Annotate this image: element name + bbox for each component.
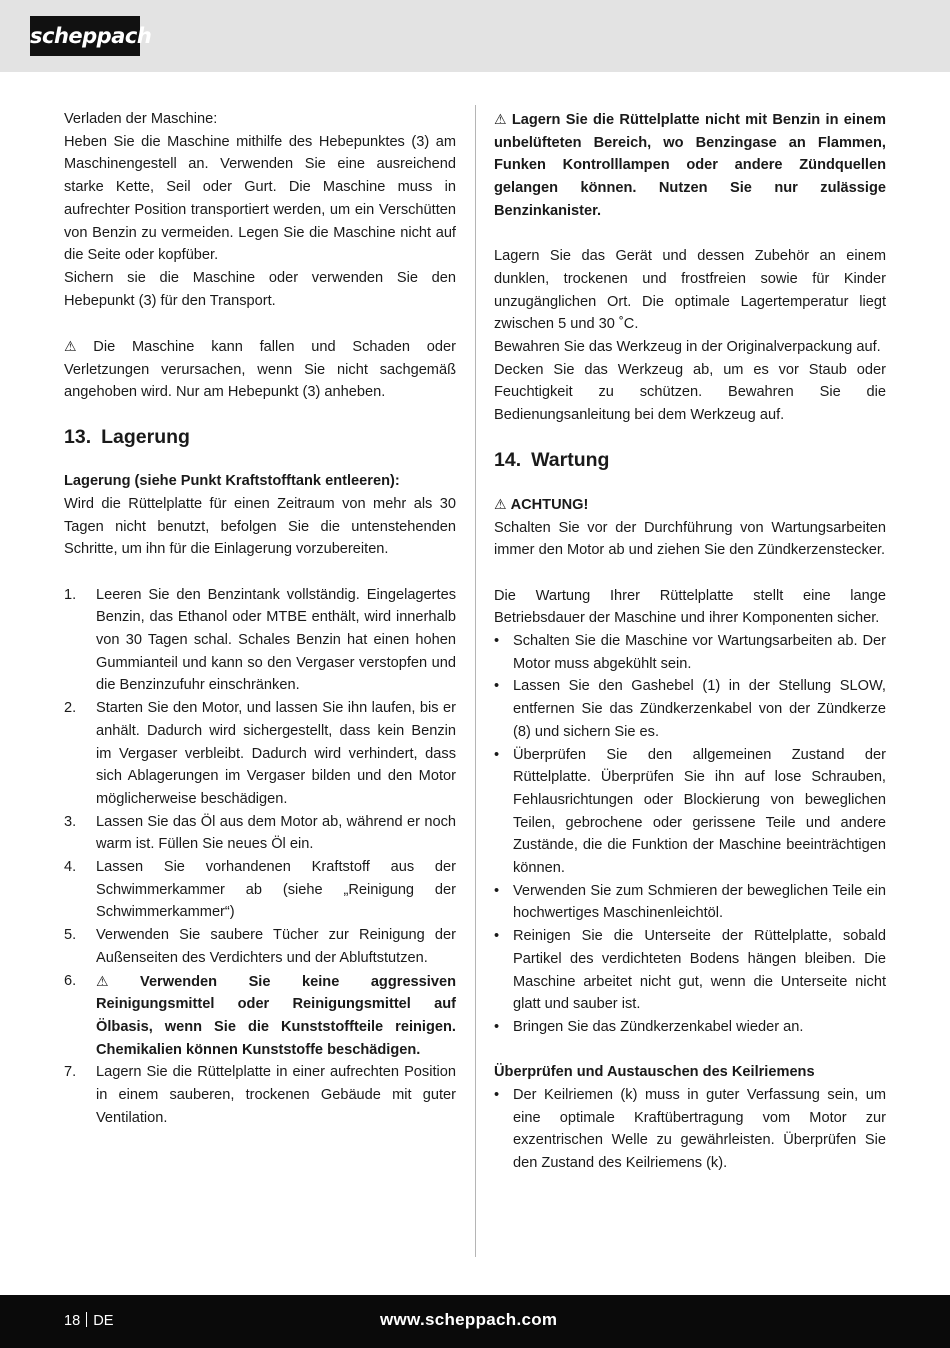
list-item: 1. Leeren Sie den Benzintank vollständig. Eingelagertes Benzin, das Ethanol oder MTBE enthält, wird innerhalb von 30 Tagen schal. Schales Benzin hat einen hohen Gummianteil und kann so den Vergaser verstopfen und die Benzinzufuhr einschränken. bbox=[64, 586, 456, 694]
column-divider bbox=[475, 105, 476, 1257]
loading-text: Heben Sie die Maschine mithilfe des Hebepunktes (3) am Maschinengestell an. Verwenden Sie eine ausreichend starke Kette, Seil oder Gurt. Die Maschine muss in aufrechter Position transportiert werden, um ein Verschütten von Benzin zu vermeiden. Legen Sie die Maschine nicht auf die Seite oder kopfüber. bbox=[64, 133, 456, 264]
loading-secure-text: Sichern sie die Maschine oder verwenden Sie den Hebepunkt (3) für den Transport. bbox=[64, 269, 456, 309]
loading-title: Verladen der Maschine: bbox=[64, 111, 218, 127]
attention-label: ⚠ ACHTUNG! bbox=[494, 495, 589, 513]
section-14-heading: 14. Wartung bbox=[494, 448, 610, 471]
belt-list bbox=[494, 1084, 886, 1175]
page-header bbox=[0, 0, 950, 72]
storage-packaging-text: Bewahren Sie das Werkzeug in der Originalverpackung auf. bbox=[494, 339, 881, 356]
maintenance-list bbox=[494, 630, 886, 1039]
warning-icon: ⚠ bbox=[494, 495, 507, 512]
list-item: • Reinigen Sie die Unterseite der Rüttelplatte, sobald Partikel des verdichteten Bodens hängen bleiben. Die Maschine arbeitet nicht gut, wenn die Unterseite nicht glatt und sauber ist. bbox=[494, 928, 886, 1013]
right-column bbox=[494, 108, 886, 1175]
list-item: 2. Starten Sie den Motor, und lassen Sie ihn laufen, bis er anhält. Dadurch wird sichergestellt, dass kein Benzin im Vergaser verbleibt. Dadurch wird verhindert, dass sich Ablagerungen im Vergaser bilden und den Motor möglicherweise beschädigen. bbox=[64, 700, 456, 807]
storage-subheading: Lagerung (siehe Punkt Kraftstofftank entleeren): bbox=[64, 473, 400, 490]
storage-place-text: Lagern Sie das Gerät und dessen Zubehör an einem dunklen, trockenen und frostfreien sowie für Kinder unzugänglichen Ort. Die optimale Lagertemperatur liegt zwischen 5 und 30 ˚C. bbox=[494, 248, 886, 333]
list-item: 5. Verwenden Sie saubere Tücher zur Reinigung der Außenseiten des Verdichters und der Abluftstutzen. bbox=[64, 927, 456, 966]
website-link[interactable]: www.scheppach.com bbox=[380, 1310, 558, 1329]
list-item: • Schalten Sie die Maschine vor Wartungsarbeiten ab. Der Motor muss abgekühlt sein. bbox=[494, 633, 886, 672]
fall-warning bbox=[64, 335, 456, 404]
list-item: • Lassen Sie den Gashebel (1) in der Stellung SLOW, entfernen Sie das Zündkerzenkabel von der Zündkerze (8) und sichern Sie es. bbox=[494, 678, 886, 740]
list-item: 3. Lassen Sie das Öl aus dem Motor ab, während er noch warm ist. Füllen Sie neues Öl ein. bbox=[64, 813, 456, 853]
page-number: 18 DE bbox=[64, 1313, 114, 1329]
fuel-warning: ⚠ Lagern Sie die Rüttelplatte nicht mit Benzin in einem unbelüfteten Bereich, wo Benzingase an Flammen, Funken Kontrolllampen oder andere Zündquellen gelangen können. Nutzen Sie nur zulässige Benzinkanister. bbox=[494, 111, 886, 219]
page-footer bbox=[0, 1295, 950, 1348]
storage-cover-text: Decken Sie das Werkzeug ab, um es vor Staub oder Feuchtigkeit zu schützen. Bewahren Sie die Bedienungsanleitung bei dem Werkzeug auf. bbox=[494, 361, 886, 424]
belt-heading: Überprüfen und Austauschen des Keilriemens bbox=[494, 1064, 815, 1081]
list-item: 6. ⚠ Verwenden Sie keine aggressiven Reinigungsmittel oder Reinigungsmittel auf Ölbasis, wenn Sie die Kunststoffteile reinigen. Chemikalien können Kunststoffe beschädigen. bbox=[64, 972, 456, 1058]
section-13-heading: 13. Lagerung bbox=[64, 426, 190, 449]
list-item: • Der Keilriemen (k) muss in guter Verfassung sein, um eine optimale Kraftübertragung vom Motor zur exzentrischen Welle zu gewährleisten. Überprüfen Sie den Zustand des Keilriemens (k). bbox=[494, 1087, 886, 1172]
language-code: DE bbox=[93, 1313, 114, 1329]
left-column bbox=[64, 108, 456, 1130]
storage-steps bbox=[64, 584, 456, 1130]
warning-icon: ⚠ bbox=[96, 972, 137, 989]
list-item: 7. Lagern Sie die Rüttelplatte in einer aufrechten Position in einem sauberen, trockenen Gebäude mit guter Ventilation. bbox=[64, 1064, 456, 1126]
warning-icon: ⚠ bbox=[64, 338, 90, 355]
storage-intro: Wird die Rüttelplatte für einen Zeitraum von mehr als 30 Tagen nicht benutzt, befolgen Sie die untenstehenden Schritte, um ihn für die Einlagerung vorzubereiten. bbox=[64, 495, 456, 558]
warning-icon: ⚠ bbox=[494, 111, 508, 127]
list-item: • Überprüfen Sie den allgemeinen Zustand der Rüttelplatte. Überprüfen Sie ihn auf lose Schrauben, Fehlausrichtungen oder Blockierung von beweglichen Teilen, gebrochene oder gerissene Teile und andere Zustände, die die Funktion der Maschine beeinträchtigen können. bbox=[494, 746, 886, 877]
fall-warning-text: Die Maschine kann fallen und Schaden oder Verletzungen verursachen, wenn Sie nicht sachgemäß angehoben wird. Nur am Hebepunkt (3) anheben. bbox=[64, 339, 456, 401]
list-item: • Verwenden Sie zum Schmieren der beweglichen Teile ein hochwertiges Maschinenleichtöl. bbox=[494, 882, 886, 922]
list-item: 4. Lassen Sie vorhandenen Kraftstoff aus der Schwimmerkammer ab (siehe „Reinigung der Schwimmerkammer“) bbox=[64, 859, 456, 921]
maintenance-intro: Die Wartung Ihrer Rüttelplatte stellt eine lange Betriebsdauer der Maschine und ihrer Komponenten sicher. bbox=[494, 587, 886, 627]
attention-text: Schalten Sie vor der Durchführung von Wartungsarbeiten immer den Motor ab und ziehen Sie den Zündkerzenstecker. bbox=[494, 519, 886, 559]
scheppach-logo: scheppach bbox=[30, 16, 140, 56]
list-item: • Bringen Sie das Zündkerzenkabel wieder an. bbox=[494, 1018, 804, 1035]
